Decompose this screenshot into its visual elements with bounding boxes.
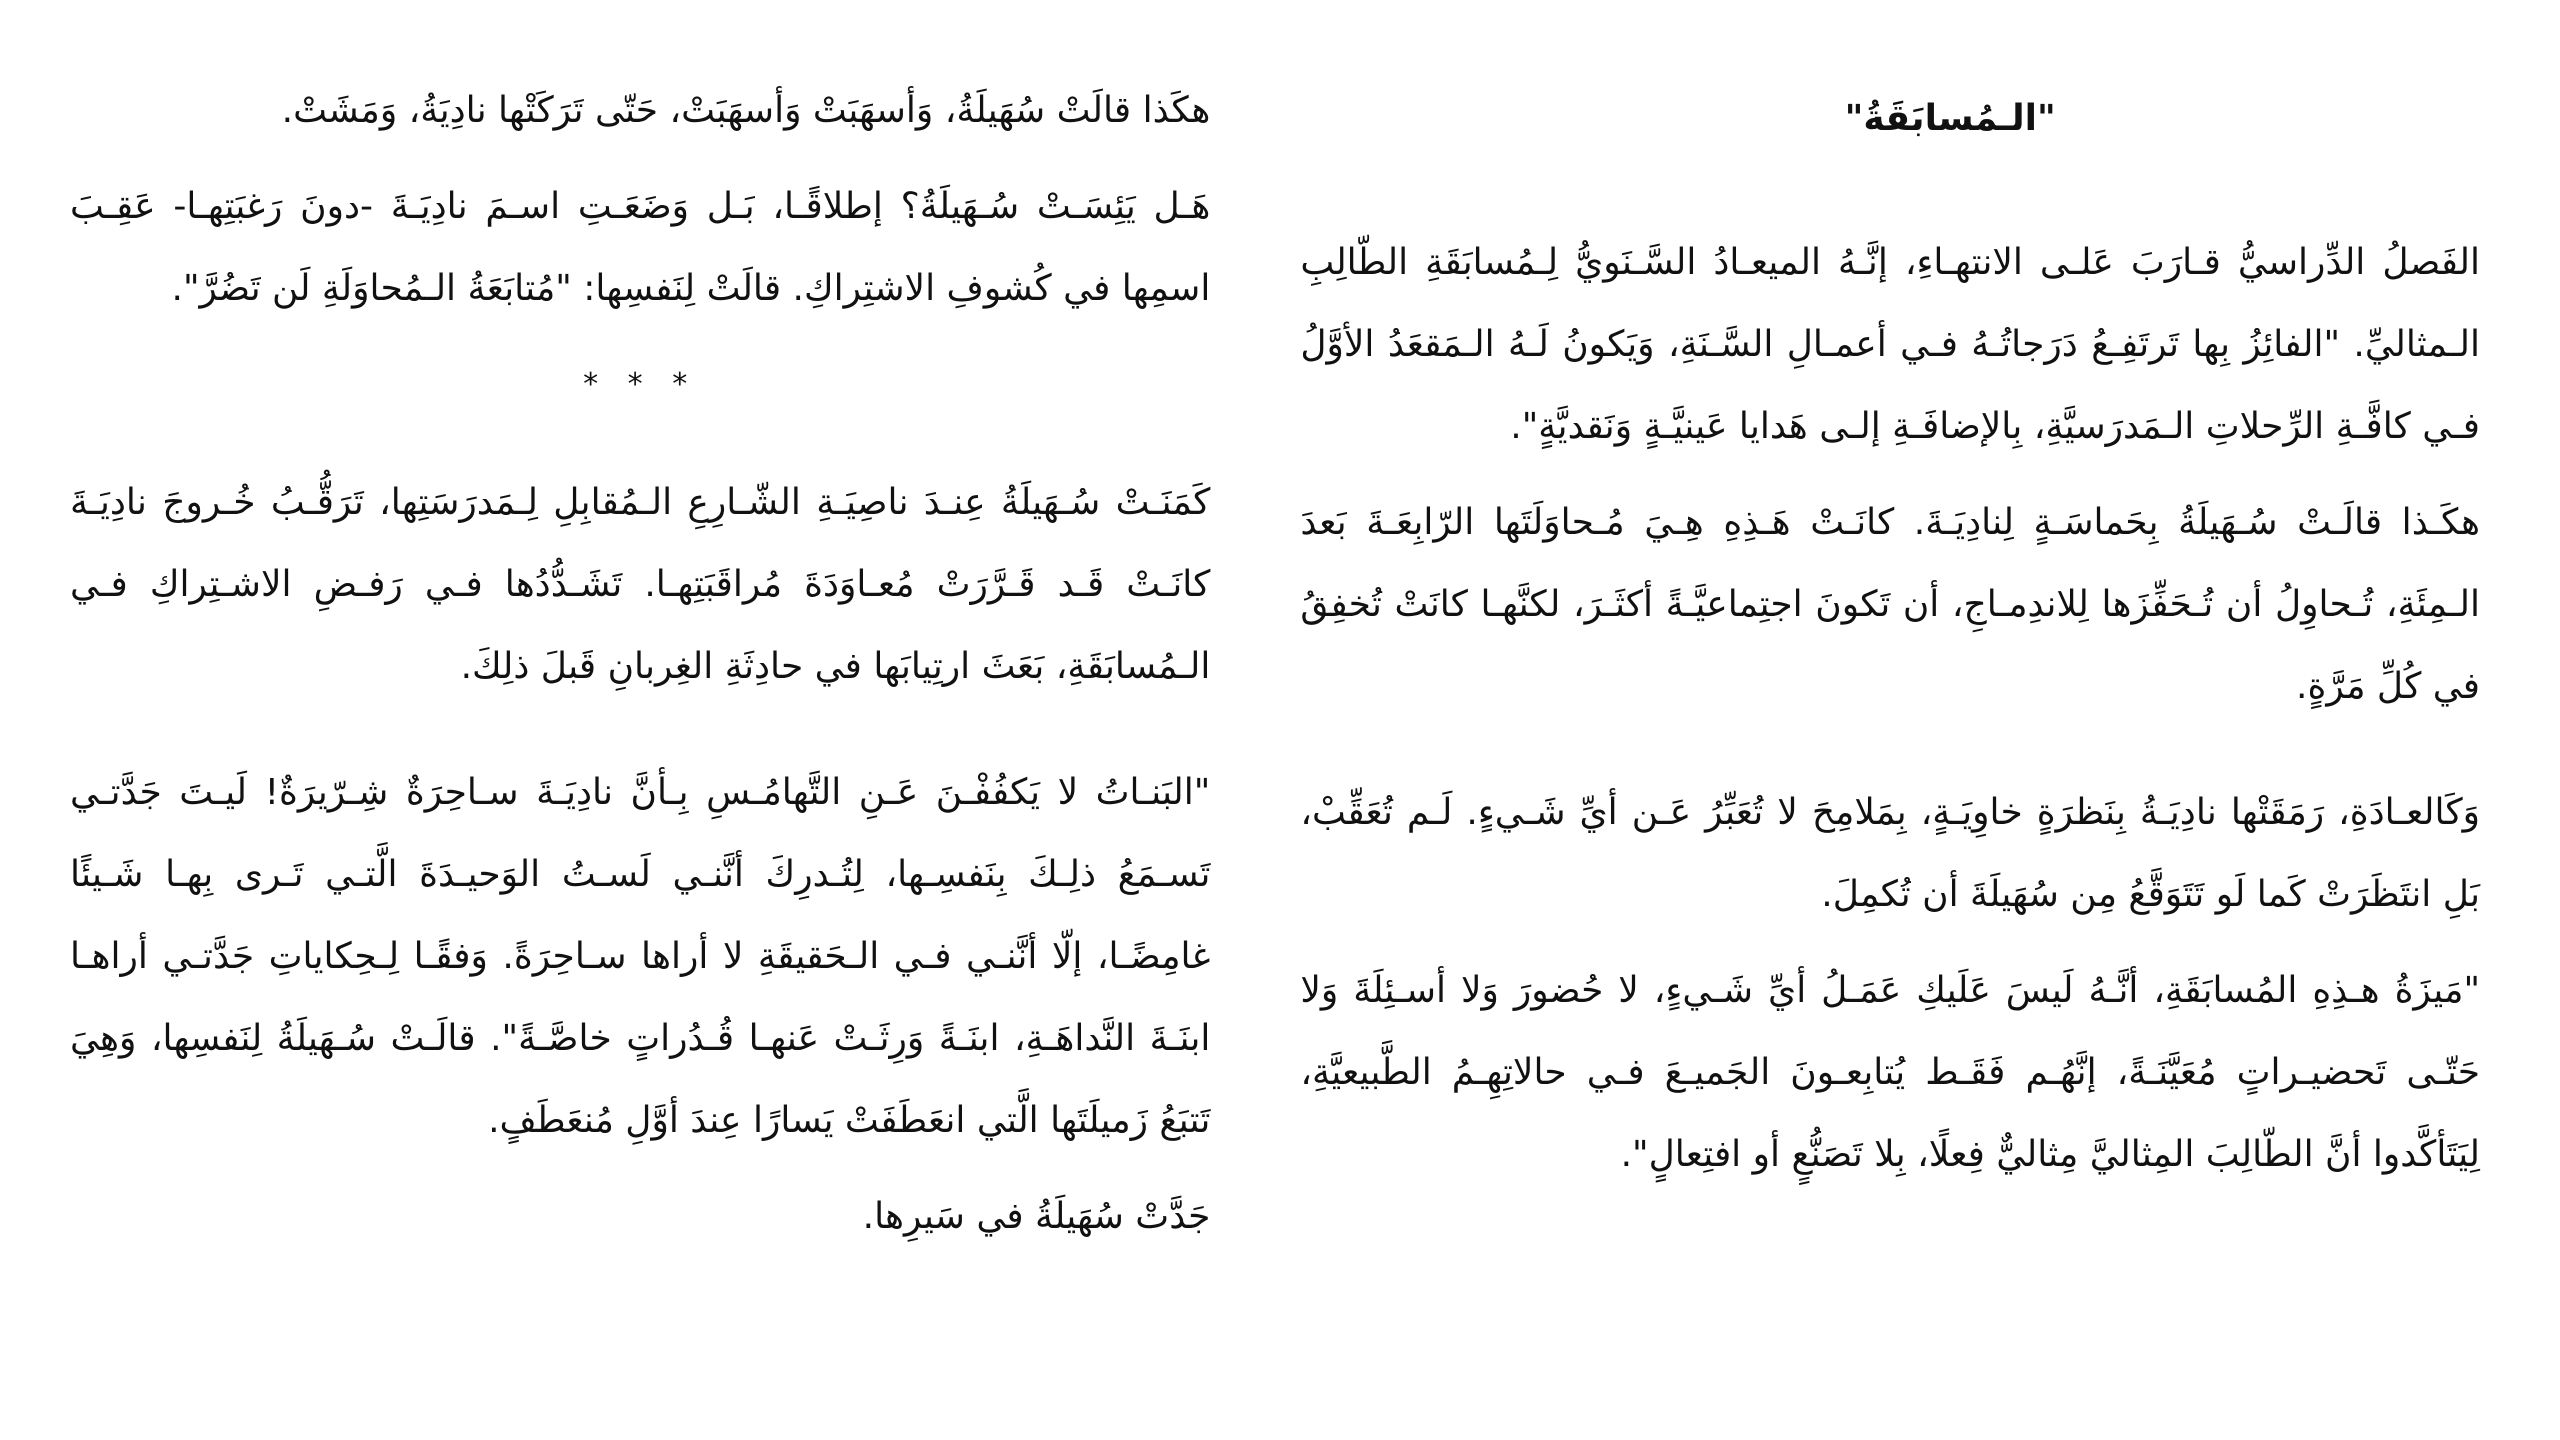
paragraph: هكَذا قالَتْ سُهَيلَةُ، وَأسهَبَتْ وَأسهَبَتْ، حَتّى تَرَكَتْها نادِيَةُ، وَمَشَتْ.: [281, 90, 1211, 131]
paragraph: "البَنـاتُ لا يَكفُفْـنَ عَـنِ التَّهامُـسِ بِـأنَّ نادِيَـةَ سـاحِرَةٌ شِـرّيرَةٌ! لَيـتَ جَدَّتـي تَسـمَعُ ذلِـكَ بِنَفسِـها، لِتُـدرِكَ أنَّنـي لَسـتُ الوَحيـدَةَ الَّتـي تَـرى بِهـا شَـيئًا غامِضًـا، إلّا أنَّنـي فـي الـحَقيقَةِ لا أراها سـاحِرَةً. وَفقًـا لِـحِكاياتِ جَدَّتـي أراهـا ابنَـةَ النَّداهَـةِ، ابنَـةً وَرِثَـتْ عَنهـا قُـدُراتٍ خاصَّـةً". قالَـتْ سُـهَيلَةُ لِنَفسِها، وَهِيَ تَتبَعُ زَميلَتَها الَّتي انعَطَفَتْ يَسارًا عِندَ أوَّلِ مُنعَطَفٍ.: [70, 772, 1211, 1141]
paragraph: "مَيزَةُ هـذِهِ المُسابَقَةِ، أنَّـهُ لَيسَ عَلَيكِ عَمَـلُ أيِّ شَـيءٍ، لا حُضورَ وَلا أسـئِلَةَ وَلا حَتّـى تَحضيـراتٍ مُعَيَّنَـةً، إنَّهُـم فَقَـط يُتابِعـونَ الجَميـعَ فـي حالاتِهِـمُ الطَّبيعيَّةِ، لِيَتَأكَّدوا أنَّ الطّالِبَ المِثاليَّ مِثاليٌّ فِعلًا، بِلا تَصَنُّعٍ أو افتِعالٍ".: [1300, 970, 2480, 1175]
paragraph: الفَصلُ الدِّراسيُّ قـارَبَ عَلـى الانتهـاءِ، إنَّـهُ الميعـادُ السَّـنَويُّ لِـمُسابَقَةِ الطّالِبِ الـمثاليِّ. "الفائِزُ بِها تَرتَفِـعُ دَرَجاتُـهُ فـي أعمـالِ السَّـنَةِ، وَيَكونُ لَـهُ الـمَقعَدُ الأوَّلُ فـي كافَّـةِ الرِّحلاتِ الـمَدرَسيَّةِ، بِالإضافَـةِ إلـى هَدايا عَينيَّـةٍ وَنَقديَّةٍ".: [1300, 242, 2480, 447]
left-column: [70, 70, 1210, 1440]
paragraph: هَـل يَئِسَـتْ سُـهَيلَةُ؟ إطلاقًـا، بَـل وَضَعَـتِ اسـمَ نادِيَـةَ -دونَ رَغبَتِهـا- عَقِـبَ اسمِها في كُشوفِ الاشتِراكِ. قالَتْ لِنَفسِها: "مُتابَعَةُ الـمُحاوَلَةِ لَن تَضُرَّ".: [70, 186, 1211, 309]
paragraph: وَكَالعـادَةِ، رَمَقَتْها نادِيَـةُ بِنَظرَةٍ خاوِيَـةٍ، بِمَلامِحَ لا تُعَبِّرُ عَـن أيِّ شَـيءٍ. لَـم تُعَقِّبْ، بَلِ انتَظَرَتْ كَما لَو تَتَوَقَّعُ مِن سُهَيلَةَ أن تُكمِلَ.: [1300, 792, 2480, 915]
section-separator: * * *: [583, 367, 698, 402]
right-column: [1300, 70, 2490, 1440]
paragraph: هكَـذا قالَـتْ سُـهَيلَةُ بِحَماسَـةٍ لِنادِيَـةَ. كانَـتْ هَـذِهِ هِـيَ مُـحاوَلَتَها الرّابِعَـةَ بَعدَ الـمِئَةِ، تُـحاوِلُ أن تُـحَفِّزَها لِلاندِمـاجِ، أن تَكونَ اجتِماعيَّـةً أكثَـرَ، لكنَّهـا كانَتْ تُخفِقُ في كُلِّ مَرَّةٍ.: [1300, 502, 2480, 707]
story-title: "الـمُسابَقَةُ": [1844, 98, 2056, 139]
paragraph: كَمَنَـتْ سُـهَيلَةُ عِنـدَ ناصِيَـةِ الشّـارِعِ الـمُقابِلِ لِـمَدرَسَتِها، تَرَقُّـبُ خُـروجَ نادِيَـةَ كانَـتْ قَـد قَـرَّرَتْ مُعـاوَدَةَ مُراقَبَتِهـا. تَشَـدُّدُها فـي رَفـضِ الاشـتِراكِ فـي الـمُسابَقَةِ، بَعَثَ ارتِيابَها في حادِثَةِ الغِربانِ قَبلَ ذلِكَ.: [70, 482, 1211, 687]
paragraph: جَدَّتْ سُهَيلَةُ في سَيرِها.: [862, 1196, 1211, 1237]
